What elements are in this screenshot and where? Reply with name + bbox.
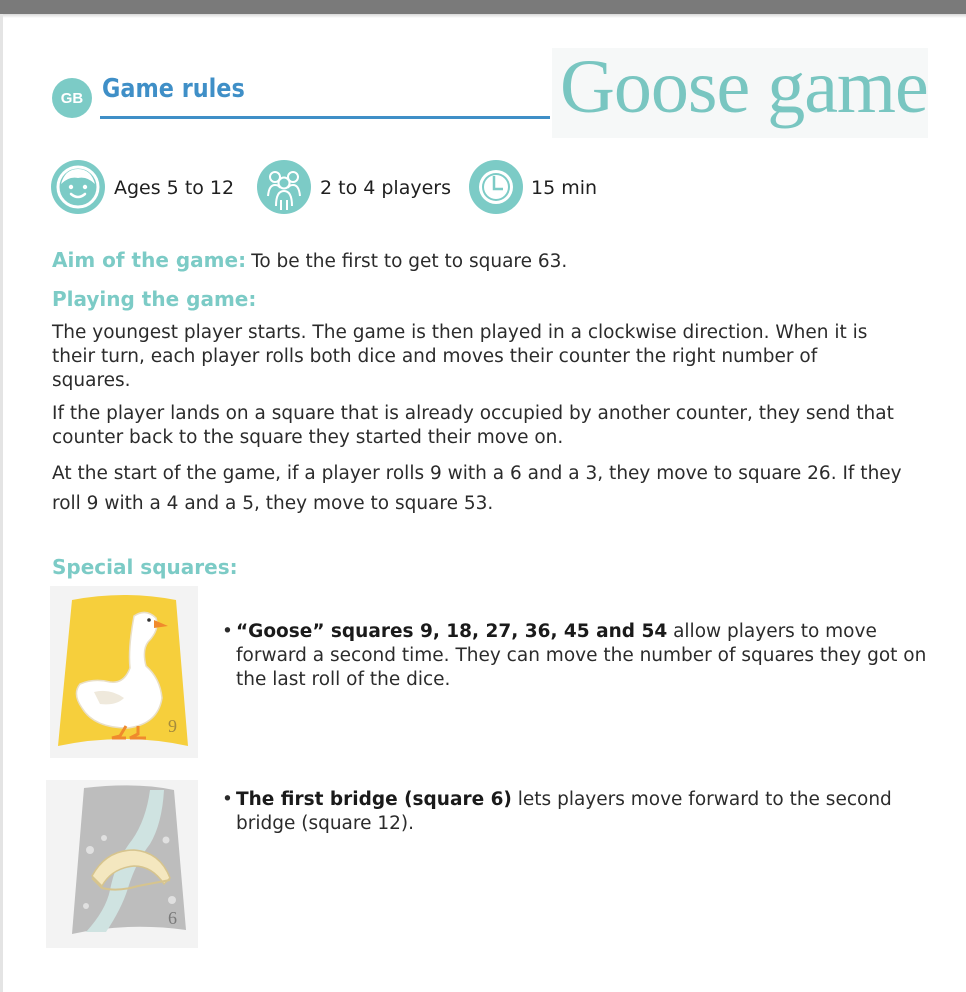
top-bar-shadow [0,14,966,18]
playing-paragraph-1: The youngest player starts. The game is then played in a clockwise direction. When it is their turn, each player rolls both dice and moves their counter the right number of squares. [52,322,868,391]
bridge-text: lets players move forward to the second bridge (square 12). [236,789,892,834]
game-title: Goose game [560,45,928,129]
rules-title: Game rules [102,74,245,104]
clock-icon [469,160,523,214]
bridge-card-icon [46,780,198,948]
aim-text: To be the first to get to square 63. [251,251,568,272]
goose-card [50,586,198,758]
duration-label: 15 min [531,177,598,199]
language-badge: GB [52,78,92,118]
players-group-icon [257,160,311,214]
bullet-dot: • [222,621,233,642]
bullet-dot: • [222,789,233,810]
bridge-bold: The first bridge (square 6) [236,789,512,810]
bridge-card [46,780,198,948]
playing-heading: Playing the game: [52,287,257,311]
rules-title-underline [100,116,550,119]
players-label: 2 to 4 players [320,177,451,199]
goose-squares-bullet [222,620,932,692]
child-face-icon [51,160,105,214]
bridge-bullet [222,788,932,836]
goose-squares-text: allow players to move forward a second time. They can move the number of squares they got on the last roll of the dice. [236,621,927,690]
playing-paragraph-2: If the player lands on a square that is already occupied by another counter, they send that counter back to the square they started their move on. [52,403,894,448]
bridge-card-number: 6 [168,908,177,928]
goose-card-icon [50,586,198,758]
window-top-bar [0,0,966,14]
page-left-edge [0,14,3,992]
goose-card-number: 9 [168,716,177,736]
special-heading: Special squares: [52,555,238,579]
aim-heading: Aim of the game: [52,248,247,272]
goose-squares-bold: “Goose” squares 9, 18, 27, 36, 45 and 54 [236,621,668,642]
playing-paragraph-3: At the start of the game, if a player rolls 9 with a 6 and a 3, they move to square 26. If they roll 9 with a 4 and a 5, they move to square 53. [52,463,902,514]
ages-label: Ages 5 to 12 [114,177,235,199]
aim-line [52,248,567,272]
